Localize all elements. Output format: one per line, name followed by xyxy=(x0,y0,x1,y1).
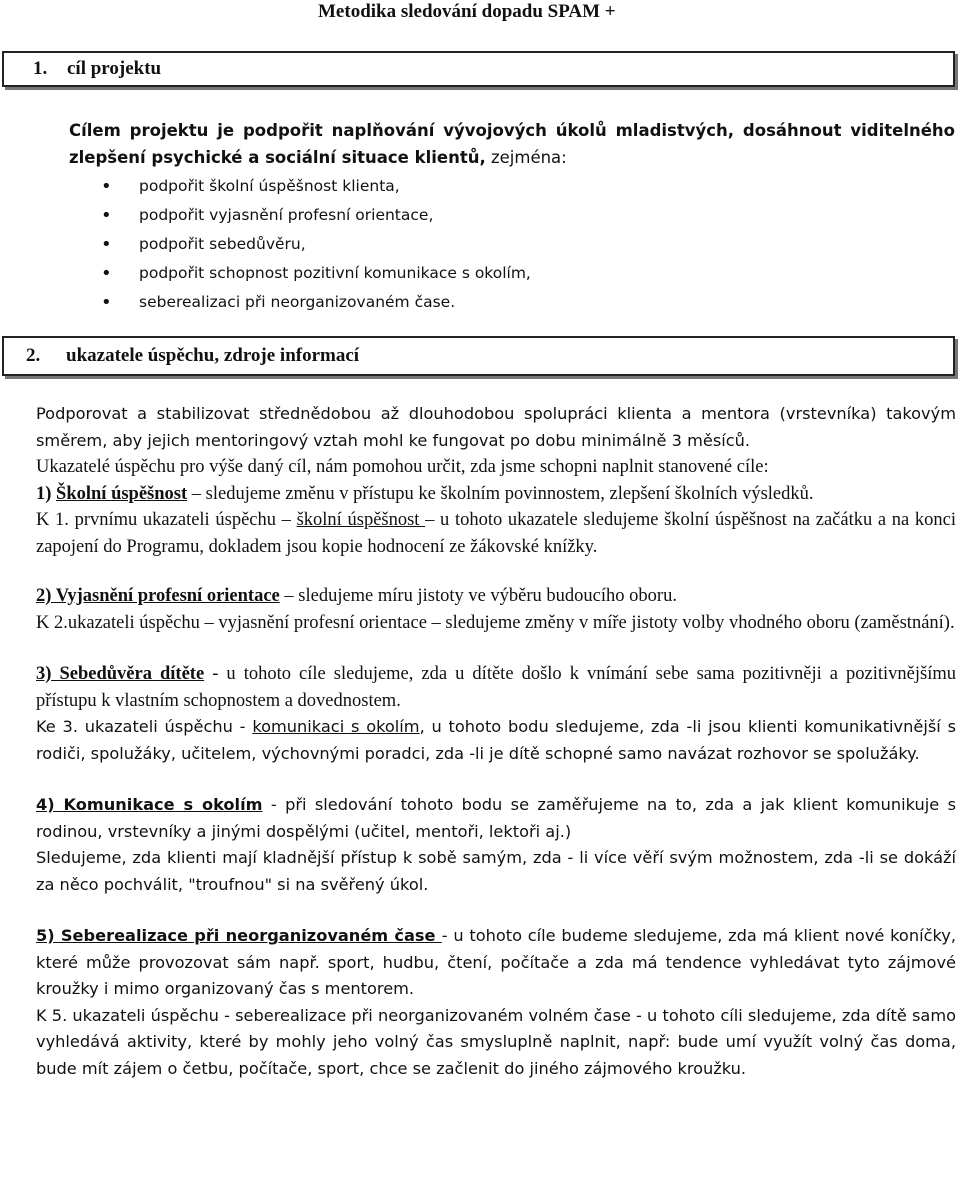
indicator-2 xyxy=(36,583,956,610)
indicator-number: 1) xyxy=(36,483,57,504)
indicator-text: – sledujeme změnu v přístupu ke školním povinnostem, zlepšení školních výsledků. xyxy=(187,483,814,504)
section-heading-indicators xyxy=(2,336,955,376)
indicator-3 xyxy=(36,661,956,714)
section-number: 1. xyxy=(33,58,48,79)
detail-underlined: komunikaci s okolím xyxy=(252,717,420,736)
list-item: • seberealizaci při neorganizovaném čase. xyxy=(99,288,531,317)
indicator-text: – sledujeme míru jistoty ve výběru budoucího oboru. xyxy=(279,586,677,606)
section-number: 2. xyxy=(26,345,41,366)
indicator-5 xyxy=(36,923,956,1003)
indicator-2-detail: K 2.ukazateli úspěchu – vyjasnění profesní orientace – sledujeme změny v míře jistoty volby vhodného oboru (zaměstnání). xyxy=(36,612,955,633)
indicators-body xyxy=(36,401,956,1082)
indicator-1 xyxy=(36,481,956,508)
indicator-5-detail: K 5. ukazateli úspěchu - seberealizace při neorganizovaném volném čase - u tohoto cíli sledujeme, zda dítě samo vyhledává aktivity, které by mohly jeho volný čas smysluplně naplnit, např: bude umí využít volný čas doma, bude mít zájem o četbu, počítače, sport, chce se začlenit do jiného zájmového kroužku. xyxy=(36,1005,956,1078)
goal-bullet-list xyxy=(99,172,531,317)
list-item: • podpořit sebedůvěru, xyxy=(99,230,531,259)
indicator-heading: 5) Seberealizace při neorganizovaném čase xyxy=(36,926,442,945)
indicator-4-detail: Sledujeme, zda klienti mají kladnější přístup k sobě samým, zda - li více věří svým možnostem, zda -li se dokáží za něco pochválit, "troufnou" si na svěřený úkol. xyxy=(36,848,956,894)
indicator-4 xyxy=(36,792,956,845)
paragraph-cooperation: Podporovat a stabilizovat střednědobou až dlouhodobou spolupráci klienta a mentora (vrstevníka) takovým směrem, aby jejich mentoringový vztah mohl ke fungovat po dobu minimálně 3 měsíců. xyxy=(36,404,956,450)
detail-text: K 1. prvnímu ukazateli úspěchu – xyxy=(36,510,297,530)
indicator-heading: 4) Komunikace s okolím xyxy=(36,795,263,814)
indicator-heading: Školní úspěšnost xyxy=(56,483,188,504)
section-label: cíl projektu xyxy=(67,58,162,79)
document-title: Metodika sledování dopadu SPAM + xyxy=(318,1,616,22)
detail-text: – u tohoto ukazatele sledujeme školní úspěšnost na začátku a na konci zapojení do Programu, dokladem jsou kopie hodnocení ze žákovské knížky. xyxy=(36,510,957,557)
indicator-heading: 3) Sebedůvěra dítěte xyxy=(36,664,205,684)
indicator-text: - u tohoto cíle budeme sledujeme, zda má klient nové koníčky, které může provozovat sám např. sport, hudbu, čtení, počítače a zda má tendence vyhledávat tyto zájmové kroužky i mimo organizovaný čas s mentorem. xyxy=(36,926,956,998)
list-item: • podpořit vyjasnění profesní orientace, xyxy=(99,201,531,230)
indicator-1-detail xyxy=(36,507,956,560)
section-label: ukazatele úspěchu, zdroje informací xyxy=(66,345,360,366)
detail-text: , u tohoto bodu sledujeme, zda -li jsou klienti komunikativnější s rodiči, spolužáky, učitelem, výchovnými poradci, zda -li je dítě schopné samo navázat rozhovor se spolužáky. xyxy=(36,717,957,763)
indicator-heading: 2) Vyjasnění profesní orientace xyxy=(36,586,280,606)
section-heading-goal xyxy=(2,51,955,87)
list-item: • podpořit schopnost pozitivní komunikace s okolím, xyxy=(99,259,531,288)
indicator-3-detail xyxy=(36,714,956,767)
intro-paragraph xyxy=(69,117,955,171)
detail-underlined: školní úspěšnost xyxy=(296,510,426,530)
list-item: • podpořit školní úspěšnost klienta, xyxy=(99,172,531,201)
intro-bold-text: Cílem projektu je podpořit naplňování vývojových úkolů mladistvých, dosáhnout viditelného zlepšení psychické a sociální situace klientů, xyxy=(69,121,955,167)
detail-text: Ke 3. ukazateli úspěchu - xyxy=(36,717,253,736)
indicator-text: - při sledování tohoto bodu se zaměřujeme na to, zda a jak klient komunikuje s rodinou, vrstevníky a jinými dospělými (učitel, mentoři, lektoři aj.) xyxy=(36,795,956,841)
paragraph-indicators-intro: Ukazatelé úspěchu pro výše daný cíl, nám pomohou určit, zda jsme schopni naplnit stanovené cíle: xyxy=(36,457,769,477)
indicator-text: - u tohoto cíle sledujeme, zda u dítěte došlo k vnímání sebe sama pozitivněji a pozitivnějšímu přístupu k vlastním schopnostem a dovednostem. xyxy=(36,664,956,711)
intro-tail-text: zejména: xyxy=(485,148,567,167)
